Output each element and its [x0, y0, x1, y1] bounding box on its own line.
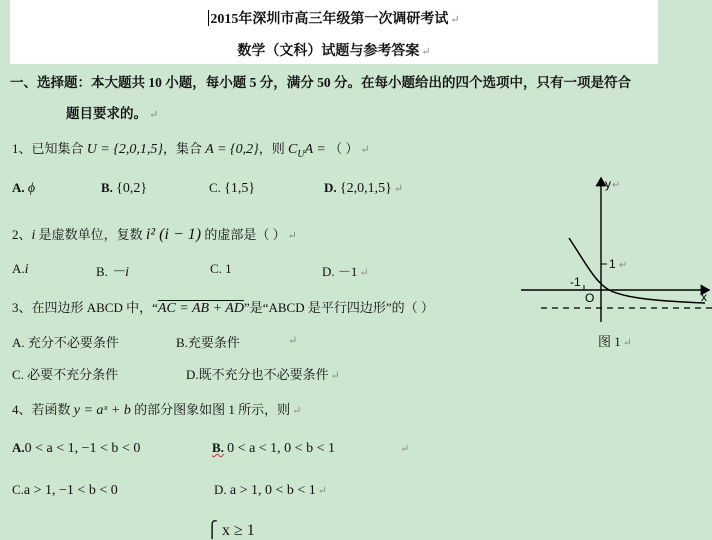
q1-option-b: B. {0,2}: [101, 180, 148, 196]
q4-option-a: A.0 < a < 1, −1 < b < 0: [12, 440, 141, 456]
question-4: 4、若函数 y = aˣ + b 的部分图象如图 1 所示，则 ↵: [12, 402, 302, 418]
q3-mark: ↵: [288, 335, 298, 347]
q3-vector-expression: AC = AB + AD: [157, 301, 244, 316]
header-box: [10, 0, 658, 64]
section-heading-line2: 题目要求的。 ↵: [66, 106, 159, 121]
origin-label: O: [585, 291, 595, 305]
q1-set-a: A = {0,2}: [205, 142, 259, 157]
doc-subtitle: 数学（文科）试题与参考答案 ↵: [237, 44, 431, 59]
q4-function: y = aˣ + b: [73, 403, 131, 418]
q4-option-c: C.a > 1, −1 < b < 0: [12, 482, 118, 498]
q1-complement: $C_UA$ =: [288, 142, 326, 160]
q3-option-b: B.充要条件: [176, 335, 240, 350]
q3-option-a: A. 充分不必要条件: [12, 335, 119, 350]
q1-set-u: U = {2,0,1,5}: [86, 142, 164, 157]
y-axis-mark: ↵: [612, 180, 621, 191]
question-1: 1、已知集合 U = {2,0,1,5}，集合 A = {0,2}，则 $C_UA$ = （ ） ↵: [12, 141, 370, 160]
q2-option-c: C. 1: [210, 261, 232, 276]
q4-mark: ↵: [400, 443, 410, 455]
q2-option-d: D. －1 ↵: [322, 264, 369, 279]
q1-option-a: A. ϕ: [12, 180, 36, 196]
q2-expression: i² (i − 1): [145, 226, 202, 243]
q1-option-d: D. {2,0,1,5} ↵: [324, 180, 404, 196]
doc-title: 2015年深圳市高三年级第一次调研考试 ↵: [210, 12, 460, 27]
q4-option-b: B. 0 < a < 1, 0 < b < 1: [212, 440, 335, 456]
y-axis-label: y: [605, 177, 611, 191]
q1-option-c: C. {1,5}: [209, 180, 256, 196]
one-mark: ↵: [619, 260, 628, 271]
question-3: 3、在四边形 ABCD 中，“AC = AB + AD”是“ABCD 是平行四边形”的（ ）: [12, 300, 434, 316]
q4-option-d: D. a > 1, 0 < b < 1 ↵: [214, 482, 328, 498]
question-2: 2、i 是虚数单位，复数 i² (i − 1) 的虚部是（ ） ↵: [12, 226, 297, 243]
q2-option-a: A.i: [12, 261, 29, 277]
x-axis-label: x: [701, 290, 707, 304]
figure-caption: 图 1 ↵: [598, 334, 632, 349]
q3-option-d: D.既不充分也不必要条件 ↵: [186, 367, 340, 382]
section-heading-line1: 一、选择题：本大题共 10 小题，每小题 5 分，满分 50 分。在每小题给出的四个选项中，只有一项是符合: [10, 75, 631, 90]
q2-option-b: B. －i: [96, 264, 130, 280]
tick-one-label: 1: [609, 257, 616, 271]
q3-option-c: C. 必要不充分条件: [12, 367, 119, 382]
q5-partial: ⎧ x ≥ 1: [206, 522, 255, 539]
tick-neg-one-label: -1: [570, 275, 581, 289]
